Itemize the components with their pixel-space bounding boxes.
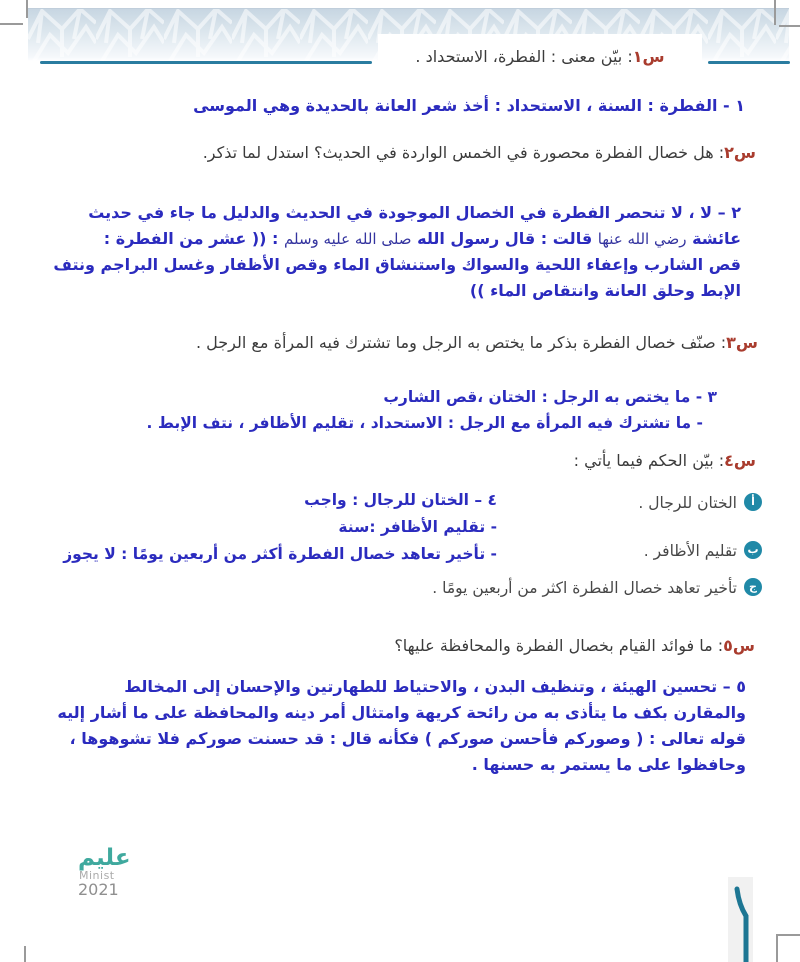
- question-1-heading: [378, 34, 702, 78]
- ministry-logo-subtext: Minist: [79, 869, 115, 882]
- question-4-text: : بيّن الحكم فيما يأتي :: [573, 451, 725, 470]
- crop-mark-bottom-right-h: [776, 934, 800, 936]
- question-3-text: : صنّف خصال الفطرة بذكر ما يختص به الرجل وما تشترك فيه المرأة مع الرجل .: [195, 333, 727, 352]
- page-number-ornament: [720, 877, 760, 962]
- question-4-label: س٤: [724, 451, 756, 470]
- ministry-logo-year: 2021: [78, 880, 119, 899]
- question-2-text: : هل خصال الفطرة محصورة في الخمس الواردة في الحديث؟ استدل لما تذكر.: [202, 143, 725, 162]
- question-2: [203, 143, 756, 162]
- answer-5-line-2: والمقارن بكف ما يتأذى به من رائحة كريهة وامتثال أمر دينه والمحافظة على ما أشار إليه: [57, 703, 746, 722]
- answer-4-line-3: - تأخير تعاهد خصال الفطرة أكثر من أربعين يومًا : لا يجوز: [63, 545, 497, 563]
- list-badge-b: ب: [744, 541, 762, 559]
- crop-mark-bottom-right-v: [776, 934, 778, 962]
- answer-5-line-4: وحافظوا على ما يستمر به حسنها .: [471, 755, 746, 774]
- answer-5: [57, 674, 746, 778]
- question-1-text: : بيّن معنى : الفطرة، الاستحداد .: [415, 46, 633, 66]
- answer-3: [147, 384, 717, 436]
- answer-4: [63, 487, 497, 568]
- answer-2-line-2-part: : (( عشر من الفطرة :: [103, 229, 279, 248]
- question-5: [394, 636, 755, 655]
- crop-mark-top-left-h: [0, 23, 23, 25]
- answer-2-line-1: ٢ – لا ، لا تنحصر الفطرة في الخصال الموجودة في الحديث والدليل ما جاء في حديث: [88, 203, 741, 222]
- answer-4-line-2: - تقليم الأظافر :سنة: [338, 518, 497, 536]
- ministry-logo: عليم: [78, 845, 131, 871]
- crop-mark-bottom-left-v: [24, 946, 26, 962]
- question-5-text: : ما فوائد القيام بخصال الفطرة والمحافظة عليها؟: [394, 636, 724, 655]
- question-1-label: س١: [632, 46, 665, 66]
- list-badge-j: ج: [744, 578, 762, 596]
- crop-mark-top-right-h: [779, 25, 800, 27]
- list-item-a: الختان للرجال .: [638, 494, 737, 512]
- question-3: [196, 333, 758, 352]
- question-5-label: س٥: [723, 636, 755, 655]
- answer-2-line-2: [53, 226, 741, 252]
- question-3-label: س٣: [726, 333, 758, 352]
- crop-mark-top-right-v: [774, 0, 776, 25]
- answer-2-line-4: الإبط وحلق العانة وانتقاص الماء )): [469, 281, 741, 300]
- answer-5-line-1: ٥ – تحسين الهيئة ، وتنظيف البدن ، والاحتياط للطهارتين والإحسان إلى المخالط: [124, 677, 746, 696]
- question-4: [574, 451, 756, 470]
- answer-2-line-3: قص الشارب وإعفاء اللحية والسواك واستنشاق الماء وقص الأظفار وغسل البراجم ونتف: [53, 255, 741, 274]
- accent-rule-left: [40, 61, 372, 64]
- honorific-phrase: صلى الله عليه وسلم: [284, 230, 412, 248]
- answer-4-line-1: ٤ – الختان للرجال : واجب: [304, 491, 497, 509]
- honorific-phrase: رضي الله عنها: [597, 230, 687, 248]
- answer-3-line-1: ٣ - ما يختص به الرجل : الختان ،قص الشارب: [383, 388, 717, 406]
- answer-3-line-2: - ما تشترك فيه المرأة مع الرجل : الاستحداد ، تقليم الأظافر ، نتف الإبط .: [146, 414, 703, 432]
- list-item-j: تأخير تعاهد خصال الفطرة اكثر من أربعين يومًا .: [432, 579, 737, 597]
- answer-2-line-2-part: عائشة: [692, 229, 741, 248]
- list-badge-a: أ: [744, 493, 762, 511]
- list-item-b: تقليم الأظافر .: [643, 542, 737, 560]
- question-2-label: س٢: [724, 143, 756, 162]
- crop-mark-top-left-v: [26, 0, 28, 18]
- accent-rule-right: [708, 61, 790, 64]
- answer-2-line-2-part: قالت : قال رسول الله: [417, 229, 593, 248]
- answer-1: ١ - الفطرة : السنة ، الاستحداد : أخذ شعر العانة بالحديدة وهي الموسى: [193, 96, 745, 115]
- answer-2: [53, 200, 741, 304]
- answer-5-line-3: قوله تعالى : ( وصوركم فأحسن صوركم ) فكأنه قال : قد حسنت صوركم فلا تشوهوها ،: [69, 729, 746, 748]
